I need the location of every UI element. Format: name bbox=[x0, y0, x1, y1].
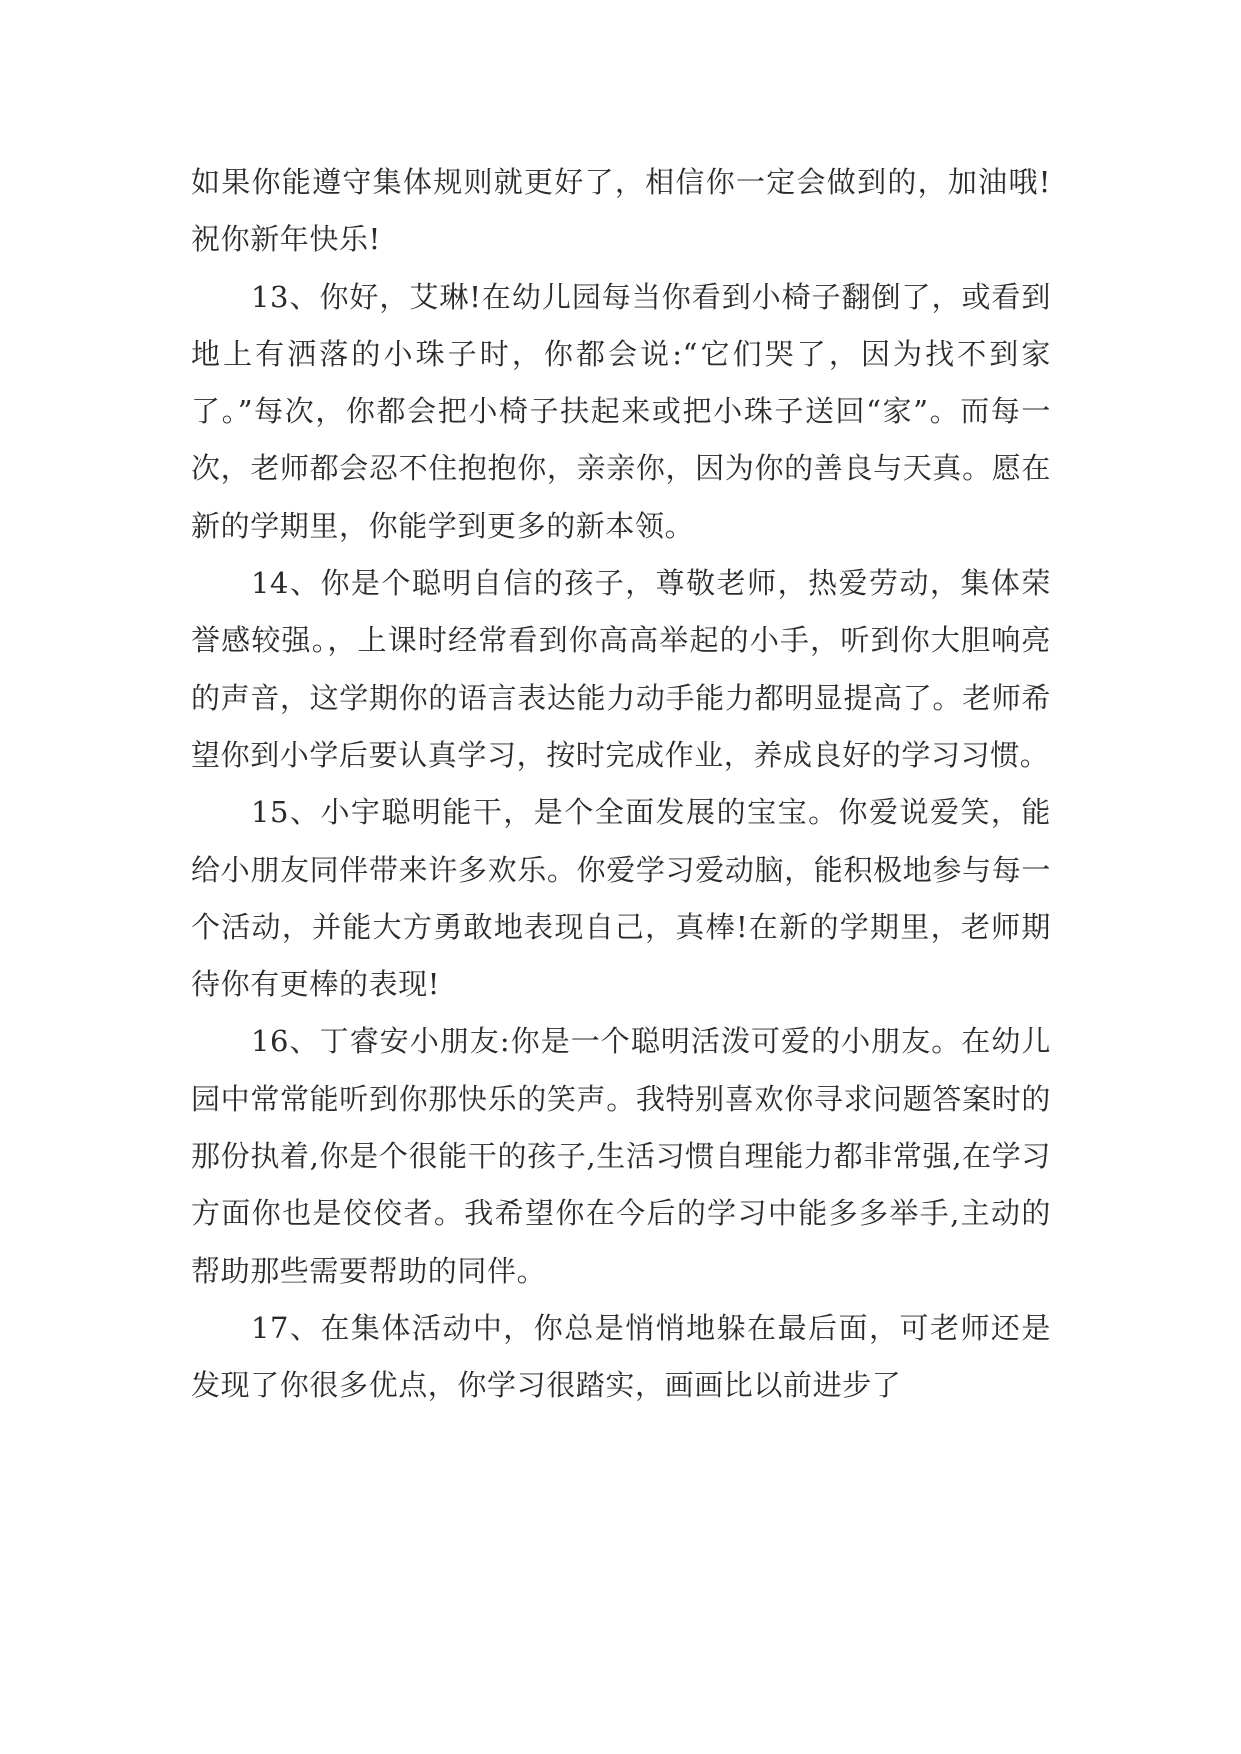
paragraph-continuation: 如果你能遵守集体规则就更好了，相信你一定会做到的，加油哦!祝你新年快乐! bbox=[191, 165, 1051, 257]
paragraph-13: 13、你好，艾琳!在幼儿园每当你看到小椅子翻倒了，或看到地上有洒落的小珠子时，你都会说:“它们哭了，因为找不到家了。”每次，你都会把小椅子扶起来或把小珠子送回“家”。而每一次，老师都会忍不住抱抱你，亲亲你，因为你的善良与天真。愿在新的学期里，你能学到更多的新本领。 bbox=[191, 279, 1051, 543]
paragraph-15: 15、小宇聪明能干，是个全面发展的宝宝。你爱说爱笑，能给小朋友同伴带来许多欢乐。你爱学习爱动脑，能积极地参与每一个活动，并能大方勇敢地表现自己，真棒!在新的学期里，老师期待你有更棒的表现! bbox=[191, 795, 1051, 1002]
paragraph-17: 17、在集体活动中，你总是悄悄地躲在最后面，可老师还是发现了你很多优点，你学习很踏实，画画比以前进步了 bbox=[191, 1310, 1051, 1403]
paragraph-14: 14、你是个聪明自信的孩子，尊敬老师，热爱劳动，集体荣誉感较强。，上课时经常看到你高高举起的小手，听到你大胆响亮的声音，这学期你的语言表达能力动手能力都明显提高了。老师希望你到小学后要认真学习，按时完成作业，养成良好的学习习惯。 bbox=[191, 566, 1051, 772]
paragraph-16: 16、丁睿安小朋友:你是一个聪明活泼可爱的小朋友。在幼儿园中常常能听到你那快乐的笑声。我特别喜欢你寻求问题答案时的那份执着,你是个很能干的孩子,生活习惯自理能力都非常强,在学习方面你也是佼佼者。我希望你在今后的学习中能多多举手,主动的帮助那些需要帮助的同伴。 bbox=[191, 1024, 1051, 1288]
document-body bbox=[191, 154, 1051, 1415]
